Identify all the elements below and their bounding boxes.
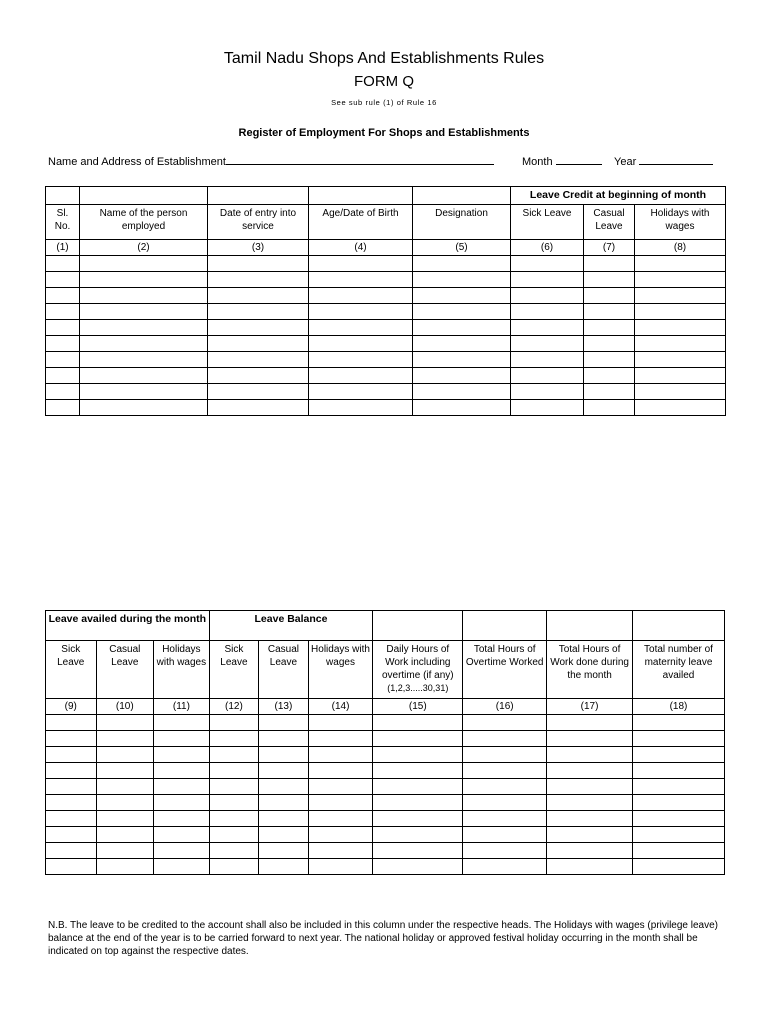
entry-cell[interactable]: [96, 779, 154, 795]
col-number: (10): [96, 699, 154, 715]
entry-cell[interactable]: [584, 256, 635, 272]
entry-cell[interactable]: [373, 731, 463, 747]
entry-cell[interactable]: [584, 352, 635, 368]
col-header: Sl. No.: [46, 205, 80, 240]
entry-cell[interactable]: [584, 304, 635, 320]
col-number: (12): [209, 699, 259, 715]
entry-cell[interactable]: [46, 827, 97, 843]
col-header: Sick Leave: [46, 641, 97, 699]
col-number: (3): [208, 240, 309, 256]
entry-cell[interactable]: [154, 779, 210, 795]
entry-cell[interactable]: [463, 795, 547, 811]
table-row: [46, 272, 726, 288]
entry-cell[interactable]: [511, 384, 584, 400]
entry-cell[interactable]: [46, 859, 97, 875]
entry-cell[interactable]: [80, 272, 208, 288]
entry-cell[interactable]: [80, 320, 208, 336]
entry-cell[interactable]: [463, 779, 547, 795]
entry-cell[interactable]: [463, 747, 547, 763]
entry-cell[interactable]: [96, 731, 154, 747]
entry-cell[interactable]: [96, 811, 154, 827]
entry-cell[interactable]: [80, 368, 208, 384]
entry-cell[interactable]: [96, 715, 154, 731]
col-number: (8): [635, 240, 726, 256]
entry-cell[interactable]: [259, 795, 309, 811]
entry-cell[interactable]: [633, 859, 725, 875]
table-row: [46, 288, 726, 304]
entry-cell[interactable]: [209, 811, 259, 827]
entry-cell[interactable]: [463, 763, 547, 779]
entry-cell[interactable]: [154, 731, 210, 747]
table-row: [46, 747, 725, 763]
entry-cell[interactable]: [633, 827, 725, 843]
entry-cell[interactable]: [463, 715, 547, 731]
entry-cell[interactable]: [584, 368, 635, 384]
entry-cell[interactable]: [96, 795, 154, 811]
leave-balance-table: [45, 610, 725, 875]
entry-cell[interactable]: [208, 288, 309, 304]
entry-cell[interactable]: [46, 336, 80, 352]
entry-cell[interactable]: [309, 336, 413, 352]
entry-cell[interactable]: [209, 747, 259, 763]
sub-rule-reference: See sub rule (1) of Rule 16: [331, 98, 437, 107]
col-number: (17): [547, 699, 633, 715]
entry-cell[interactable]: [547, 763, 633, 779]
table1-number-row: [46, 240, 726, 256]
col-number: (13): [259, 699, 309, 715]
col-number: (7): [584, 240, 635, 256]
entry-cell[interactable]: [635, 304, 726, 320]
entry-cell[interactable]: [308, 747, 373, 763]
entry-cell[interactable]: [547, 731, 633, 747]
entry-cell[interactable]: [154, 715, 210, 731]
entry-cell[interactable]: [511, 368, 584, 384]
entry-cell[interactable]: [96, 827, 154, 843]
col-header: Casual Leave: [96, 641, 154, 699]
entry-cell[interactable]: [413, 384, 511, 400]
entry-cell[interactable]: [463, 859, 547, 875]
entry-cell[interactable]: [635, 352, 726, 368]
entry-cell[interactable]: [584, 400, 635, 416]
entry-cell[interactable]: [46, 731, 97, 747]
entry-cell[interactable]: [308, 795, 373, 811]
year-label: Year: [614, 156, 637, 168]
month-label: Month: [522, 156, 553, 168]
entry-cell[interactable]: [46, 763, 97, 779]
table2-group-row: [46, 611, 725, 641]
entry-cell[interactable]: [46, 811, 97, 827]
table-row: [46, 859, 725, 875]
entry-cell[interactable]: [46, 715, 97, 731]
entry-cell[interactable]: [154, 763, 210, 779]
entry-cell[interactable]: [80, 336, 208, 352]
entry-cell[interactable]: [309, 352, 413, 368]
entry-cell[interactable]: [633, 843, 725, 859]
entry-cell[interactable]: [308, 779, 373, 795]
entry-cell[interactable]: [584, 384, 635, 400]
entry-cell[interactable]: [309, 272, 413, 288]
entry-cell[interactable]: [209, 763, 259, 779]
entry-cell[interactable]: [413, 352, 511, 368]
table1-header-row: [46, 205, 726, 240]
col-number: (2): [80, 240, 208, 256]
register-title: Register of Employment For Shops and Establishments: [238, 127, 530, 139]
entry-cell[interactable]: [154, 843, 210, 859]
col-number: (9): [46, 699, 97, 715]
col-number: (4): [309, 240, 413, 256]
entry-cell[interactable]: [209, 859, 259, 875]
entry-cell[interactable]: [308, 843, 373, 859]
entry-cell[interactable]: [208, 384, 309, 400]
entry-cell[interactable]: [46, 288, 80, 304]
entry-cell[interactable]: [463, 811, 547, 827]
entry-cell[interactable]: [547, 811, 633, 827]
entry-cell[interactable]: [208, 352, 309, 368]
employment-register-table: [45, 186, 726, 416]
footnote: N.B. The leave to be credited to the account shall also be included in this column under the respective heads. The Holidays with wages (privilege leave) balance at the end of the year is to be carried forward to next year. The national holiday or approved festival holiday occurring in the month shall be indicated on top against the respective dates.: [48, 920, 719, 957]
entry-cell[interactable]: [308, 763, 373, 779]
entry-cell[interactable]: [309, 368, 413, 384]
entry-cell[interactable]: [209, 827, 259, 843]
table-row: [46, 715, 725, 731]
entry-cell[interactable]: [413, 368, 511, 384]
table-row: [46, 779, 725, 795]
entry-cell[interactable]: [80, 352, 208, 368]
entry-cell[interactable]: [308, 827, 373, 843]
col-number: (11): [154, 699, 210, 715]
entry-cell[interactable]: [209, 779, 259, 795]
entry-cell[interactable]: [259, 715, 309, 731]
entry-cell[interactable]: [80, 400, 208, 416]
year-line[interactable]: [639, 154, 713, 165]
entry-cell[interactable]: [463, 827, 547, 843]
entry-cell[interactable]: [154, 795, 210, 811]
entry-cell[interactable]: [413, 272, 511, 288]
entry-cell[interactable]: [373, 715, 463, 731]
entry-cell[interactable]: [309, 320, 413, 336]
leave-balance-group-header: Leave Balance: [209, 611, 373, 641]
entry-cell[interactable]: [80, 256, 208, 272]
entry-cell[interactable]: [259, 843, 309, 859]
entry-cell[interactable]: [96, 747, 154, 763]
entry-cell[interactable]: [46, 368, 80, 384]
col15-day-range: (1,2,3.....30,31): [387, 683, 449, 693]
entry-cell[interactable]: [46, 795, 97, 811]
col-number: (5): [413, 240, 511, 256]
col-header: Age/Date of Birth: [309, 205, 413, 240]
entry-cell[interactable]: [80, 304, 208, 320]
entry-cell[interactable]: [308, 715, 373, 731]
entry-cell[interactable]: [373, 811, 463, 827]
entry-cell[interactable]: [373, 779, 463, 795]
entry-cell[interactable]: [259, 811, 309, 827]
entry-cell[interactable]: [413, 336, 511, 352]
entry-cell[interactable]: [259, 779, 309, 795]
col-number: (6): [511, 240, 584, 256]
entry-cell[interactable]: [46, 304, 80, 320]
entry-cell[interactable]: [547, 843, 633, 859]
col-header: Casual Leave: [584, 205, 635, 240]
table2-number-row: [46, 699, 725, 715]
entry-cell[interactable]: [309, 288, 413, 304]
entry-cell[interactable]: [511, 320, 584, 336]
col-header: Holidays with wages: [154, 641, 210, 699]
entry-cell[interactable]: [511, 400, 584, 416]
entry-cell[interactable]: [309, 384, 413, 400]
table2-header-row: [46, 641, 725, 699]
entry-cell[interactable]: [154, 827, 210, 843]
entry-cell[interactable]: [208, 304, 309, 320]
col-header: Designation: [413, 205, 511, 240]
entry-cell[interactable]: [209, 715, 259, 731]
entry-cell[interactable]: [635, 256, 726, 272]
col-number: (1): [46, 240, 80, 256]
entry-cell[interactable]: [154, 747, 210, 763]
col-header: Holidays with wages: [635, 205, 726, 240]
entry-cell[interactable]: [511, 272, 584, 288]
entry-cell[interactable]: [96, 843, 154, 859]
entry-cell[interactable]: [584, 288, 635, 304]
table-row: [46, 827, 725, 843]
entry-cell[interactable]: [511, 336, 584, 352]
col-header: Sick Leave: [209, 641, 259, 699]
entry-cell[interactable]: [46, 400, 80, 416]
entry-cell[interactable]: [633, 795, 725, 811]
entry-cell[interactable]: [154, 859, 210, 875]
table-row: [46, 731, 725, 747]
entry-cell[interactable]: [635, 384, 726, 400]
entry-cell[interactable]: [46, 320, 80, 336]
entry-cell[interactable]: [584, 272, 635, 288]
entry-cell[interactable]: [633, 779, 725, 795]
table-row: [46, 336, 726, 352]
entry-cell[interactable]: [413, 256, 511, 272]
col-number: (18): [633, 699, 725, 715]
entry-cell[interactable]: [547, 859, 633, 875]
table-row: [46, 811, 725, 827]
year-field[interactable]: [614, 154, 713, 168]
entry-cell[interactable]: [584, 336, 635, 352]
entry-cell[interactable]: [463, 731, 547, 747]
table-row: [46, 304, 726, 320]
entry-cell[interactable]: [413, 304, 511, 320]
col-header: [373, 641, 463, 699]
entry-cell[interactable]: [209, 843, 259, 859]
entry-cell[interactable]: [635, 288, 726, 304]
entry-cell[interactable]: [547, 827, 633, 843]
entry-cell[interactable]: [259, 747, 309, 763]
entry-cell[interactable]: [547, 779, 633, 795]
entry-cell[interactable]: [309, 256, 413, 272]
entry-cell[interactable]: [80, 384, 208, 400]
table-row: [46, 400, 726, 416]
table-row: [46, 320, 726, 336]
establishment-field[interactable]: [48, 154, 494, 168]
entry-cell[interactable]: [208, 400, 309, 416]
entry-cell[interactable]: [547, 795, 633, 811]
entry-cell[interactable]: [547, 747, 633, 763]
entry-cell[interactable]: [413, 400, 511, 416]
establishment-line[interactable]: [226, 154, 494, 165]
table-row: [46, 795, 725, 811]
entry-cell[interactable]: [46, 272, 80, 288]
entry-cell[interactable]: [46, 256, 80, 272]
entry-cell[interactable]: [633, 811, 725, 827]
entry-cell[interactable]: [46, 779, 97, 795]
table-row: [46, 256, 726, 272]
table-row: [46, 763, 725, 779]
entry-cell[interactable]: [259, 859, 309, 875]
table-row: [46, 368, 726, 384]
col-header: Holidays with wages: [308, 641, 373, 699]
entry-cell[interactable]: [511, 352, 584, 368]
entry-cell[interactable]: [309, 400, 413, 416]
table-row: [46, 843, 725, 859]
leave-credit-group-header: Leave Credit at beginning of month: [511, 187, 726, 205]
month-field[interactable]: [522, 154, 602, 168]
entry-cell[interactable]: [584, 320, 635, 336]
entry-cell[interactable]: [46, 747, 97, 763]
month-line[interactable]: [556, 154, 602, 165]
entry-cell[interactable]: [208, 336, 309, 352]
entry-cell[interactable]: [259, 731, 309, 747]
entry-cell[interactable]: [208, 368, 309, 384]
table1-group-row: [46, 187, 726, 205]
entry-cell[interactable]: [511, 288, 584, 304]
leave-availed-group-header: Leave availed during the month: [46, 611, 210, 641]
entry-cell[interactable]: [309, 304, 413, 320]
entry-cell[interactable]: [463, 843, 547, 859]
col-header: Total number of maternity leave availed: [633, 641, 725, 699]
entry-cell[interactable]: [208, 272, 309, 288]
entry-cell[interactable]: [635, 320, 726, 336]
entry-cell[interactable]: [635, 400, 726, 416]
entry-cell[interactable]: [154, 811, 210, 827]
col-header: Casual Leave: [259, 641, 309, 699]
col-header: Total Hours of Work done during the month: [547, 641, 633, 699]
col-header: Sick Leave: [511, 205, 584, 240]
entry-cell[interactable]: [96, 859, 154, 875]
entry-cell[interactable]: [373, 795, 463, 811]
entry-cell[interactable]: [373, 763, 463, 779]
entry-cell[interactable]: [208, 256, 309, 272]
entry-cell[interactable]: [373, 859, 463, 875]
entry-cell[interactable]: [413, 320, 511, 336]
entry-cell[interactable]: [633, 731, 725, 747]
entry-cell[interactable]: [209, 731, 259, 747]
col-header: Total Hours of Overtime Worked: [463, 641, 547, 699]
entry-cell[interactable]: [308, 731, 373, 747]
entry-cell[interactable]: [259, 827, 309, 843]
entry-cell[interactable]: [633, 747, 725, 763]
entry-cell[interactable]: [511, 304, 584, 320]
form-number: FORM Q: [354, 73, 414, 90]
col-header: Date of entry into service: [208, 205, 309, 240]
entry-cell[interactable]: [635, 336, 726, 352]
col-number: (15): [373, 699, 463, 715]
entry-cell[interactable]: [413, 288, 511, 304]
entry-cell[interactable]: [633, 715, 725, 731]
entry-cell[interactable]: [46, 384, 80, 400]
entry-cell[interactable]: [209, 795, 259, 811]
entry-cell[interactable]: [373, 843, 463, 859]
entry-cell[interactable]: [308, 859, 373, 875]
entry-cell[interactable]: [308, 811, 373, 827]
entry-cell[interactable]: [633, 763, 725, 779]
entry-cell[interactable]: [80, 288, 208, 304]
entry-cell[interactable]: [259, 763, 309, 779]
establishment-label: Name and Address of Establishment: [48, 156, 226, 168]
form-title: Tamil Nadu Shops And Establishments Rules: [223, 50, 545, 67]
entry-cell[interactable]: [635, 272, 726, 288]
entry-cell[interactable]: [373, 827, 463, 843]
col-header: Name of the person employed: [80, 205, 208, 240]
col-number: (14): [308, 699, 373, 715]
entry-cell[interactable]: [208, 320, 309, 336]
entry-cell[interactable]: [46, 352, 80, 368]
entry-cell[interactable]: [373, 747, 463, 763]
table-row: [46, 384, 726, 400]
entry-cell[interactable]: [46, 843, 97, 859]
entry-cell[interactable]: [547, 715, 633, 731]
table-row: [46, 352, 726, 368]
entry-cell[interactable]: [96, 763, 154, 779]
entry-cell[interactable]: [635, 368, 726, 384]
entry-cell[interactable]: [511, 256, 584, 272]
col15-header-text: Daily Hours of Work including overtime (if any): [381, 644, 454, 681]
col-number: (16): [463, 699, 547, 715]
